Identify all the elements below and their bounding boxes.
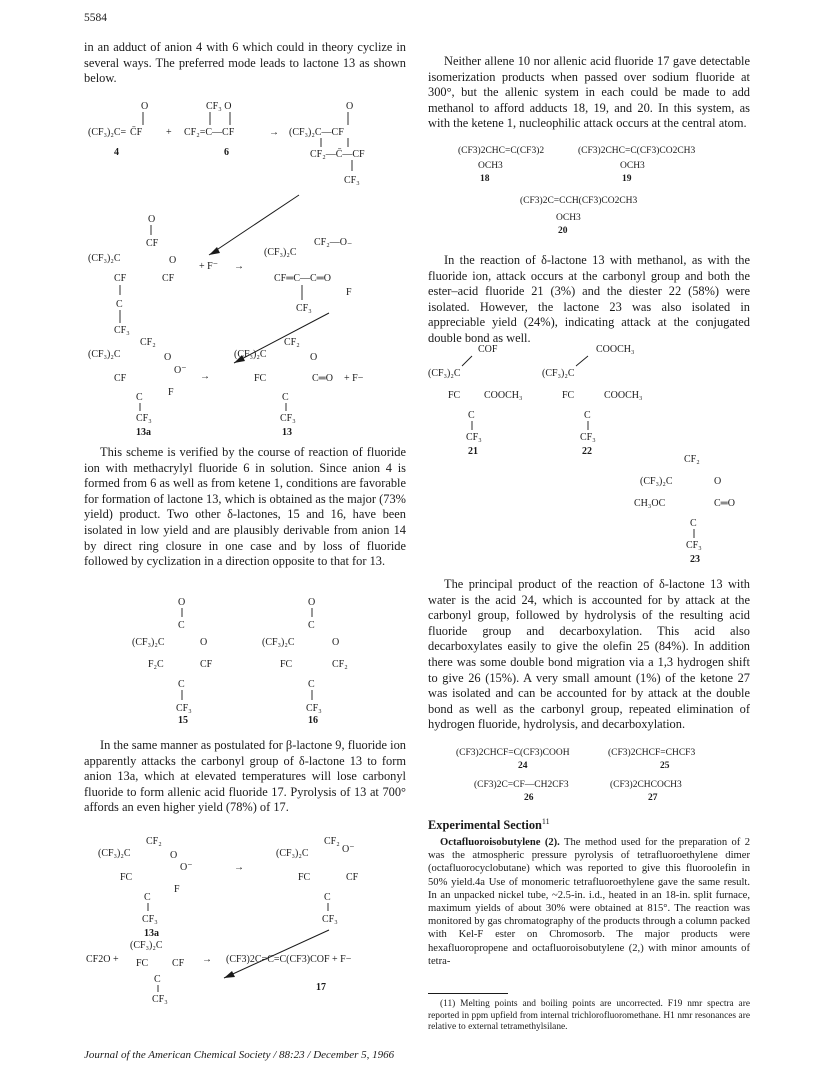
right-paragraph-1: Neither allene 10 nor allenic acid fluoride 17 gave detectable isomerization products when passed over sodium fluoride at 300°, but the allenic system in each could be made to add methanol to afford adducts 18, 19, and 20. In this system, as with the ketene 1, nucleophilic attack occurs at the central atom. xyxy=(428,54,750,131)
svg-text:C: C xyxy=(690,518,697,529)
label-18: 18 xyxy=(480,174,490,184)
svg-text:CF₃: CF₃ xyxy=(142,914,158,925)
svg-text:CF: CF xyxy=(200,659,213,670)
svg-text:C═O: C═O xyxy=(312,373,333,384)
svg-text:O⁻: O⁻ xyxy=(180,862,193,873)
svg-text:O: O xyxy=(141,101,149,112)
svg-text:O: O xyxy=(714,476,722,487)
formula-25: (CF3)2CHCF=CHCF3 xyxy=(608,748,696,758)
svg-text:CF: CF xyxy=(146,238,159,249)
svg-text:(CF₃)₂C: (CF₃)₂C xyxy=(98,848,131,859)
svg-text:CF: CF xyxy=(346,872,359,883)
svg-text:FC: FC xyxy=(562,390,575,401)
svg-text:(CF₃)₂C: (CF₃)₂C xyxy=(88,349,121,360)
svg-text:CF₂=C—CF: CF₂=C—CF xyxy=(184,127,235,138)
svg-text:CF₂—C̄—CF: CF₂—C̄—CF xyxy=(310,149,365,160)
svg-text:F: F xyxy=(168,387,174,398)
svg-text:(CF₃)₂C: (CF₃)₂C xyxy=(264,247,297,258)
label-27: 27 xyxy=(648,793,658,803)
svg-text:FC: FC xyxy=(136,958,149,969)
label-6: 6 xyxy=(224,147,229,158)
svg-text:→: → xyxy=(269,127,279,138)
formula-20-substituent: OCH3 xyxy=(556,213,581,223)
label-19: 19 xyxy=(622,174,632,184)
product-17-formula: (CF3)2C=C=C(CF3)COF + F− xyxy=(226,954,352,965)
label-13a-second: 13a xyxy=(144,928,159,939)
svg-text:C: C xyxy=(144,892,151,903)
formula-27: (CF3)2CHCOCH3 xyxy=(610,780,682,790)
label-15: 15 xyxy=(178,715,188,725)
svg-text:C: C xyxy=(154,974,161,985)
svg-text:CF₃: CF₃ xyxy=(152,994,168,1005)
lactones-15-16-structures xyxy=(120,595,380,725)
svg-text:FC: FC xyxy=(254,373,267,384)
svg-text:CF₃: CF₃ xyxy=(280,413,296,424)
page-number: 5584 xyxy=(84,12,107,24)
svg-text:O: O xyxy=(346,101,354,112)
svg-text:O⁻: O⁻ xyxy=(342,844,355,855)
svg-text:CF₂: CF₂ xyxy=(146,836,162,847)
svg-text:CF₃: CF₃ xyxy=(114,325,130,336)
svg-text:CF₃: CF₃ xyxy=(580,432,596,443)
svg-text:C: C xyxy=(178,679,185,690)
svg-text:CF: CF xyxy=(114,373,127,384)
svg-text:CH₃OC: CH₃OC xyxy=(634,498,666,509)
label-25: 25 xyxy=(660,761,670,771)
svg-text:(CF₃)₂C—CF: (CF₃)₂C—CF xyxy=(289,127,344,138)
svg-text:CF₃ O: CF₃ O xyxy=(206,101,232,112)
svg-text:CF₃: CF₃ xyxy=(686,540,702,551)
svg-text:COOCH₃: COOCH₃ xyxy=(484,390,523,401)
svg-text:CF: CF xyxy=(114,273,127,284)
svg-text:F: F xyxy=(346,287,352,298)
svg-text:FC: FC xyxy=(120,872,133,883)
svg-text:C: C xyxy=(136,392,143,403)
svg-text:(CF₃)₂C: (CF₃)₂C xyxy=(130,940,163,951)
formula-19-substituent: OCH3 xyxy=(620,161,645,171)
label-20: 20 xyxy=(558,226,568,236)
svg-text:→: → xyxy=(234,261,244,272)
experimental-body: The method used for the preparation of 2 was the atmospheric pressure pyrolysis of tetrafluoroethylene dimer (octafluorocyclobutane) which was reported to give this fluoroolefin in 50% yield.4a Use of monomeric tetrafluoroethylene gave the same result. In an unpacked nickel tube, ~2.5-in. i.d., heated in an 18-in. split furnace, maximum yields of about 30% were obtained at 815°. The reaction was monitored by gas chromatography of the products through a column packed with Kel-F ester on Chromosorb. The major products were hexafluoropropene and octafluoroisobutylene (2,) with minor amounts of tetra- xyxy=(428,837,751,967)
svg-text:CF₂: CF₂ xyxy=(284,337,300,348)
svg-text:CF₃: CF₃ xyxy=(306,703,322,714)
experimental-compound-title: Octafluoroisobutylene (2). xyxy=(440,837,560,848)
label-4: 4 xyxy=(114,147,119,158)
label-17: 17 xyxy=(316,982,326,993)
right-paragraph-3: The principal product of the reaction of δ-lactone 13 with water is the acid 24, which is accounted for by attack at the carbonyl group, followed by hydrolysis of the resulting acid fluoride group and decarboxylation. This acid also decarboxylates easily to give the olefin 25 (84%). In addition there was some double bond migration via a 1,3 hydrogen shift to give 26 (15%). A very small amount (1%) of the ketone 27 was isolated and can be accounted for by attack at the double bond as well as the carbonyl group, repeated elimination of hydrogen fluoride, hydrolysis, and decarboxylation. xyxy=(428,577,750,732)
formula-24: (CF3)2CHCF=C(CF3)COOH xyxy=(456,748,570,758)
svg-text:O: O xyxy=(169,255,177,266)
svg-text:C̄F: C̄F xyxy=(130,127,143,138)
svg-text:F: F xyxy=(174,884,180,895)
svg-text:FC: FC xyxy=(448,390,461,401)
label-22: 22 xyxy=(582,446,592,457)
svg-text:CF: CF xyxy=(172,958,185,969)
svg-text:C: C xyxy=(584,410,591,421)
svg-text:COF: COF xyxy=(478,344,498,355)
experimental-paragraph xyxy=(428,836,750,968)
label-23: 23 xyxy=(690,554,700,565)
svg-text:FC: FC xyxy=(298,872,311,883)
svg-text:O: O xyxy=(178,597,186,608)
left-paragraph-1: in an adduct of anion 4 with 6 which could in theory cyclize in several ways. The preferred mode leads to lactone 13 as shown below. xyxy=(84,40,406,86)
svg-text:C═O: C═O xyxy=(714,498,735,509)
svg-text:C: C xyxy=(282,392,289,403)
svg-text:CF₂: CF₂ xyxy=(332,659,348,670)
methanol-products-structures xyxy=(428,340,758,575)
left-paragraph-2: This scheme is verified by the course of reaction of fluoride ion with methacrylyl fluoride 6 in solution. Since anion 4 is formed from 6 as well as from ketene 1, conditions are favorable for formation of lactone 13, which is obtained as the major (73% yield) product. Two other δ-lactones, 15 and 16, have been isolated in low yield and are plausibly derivable from anion 14 by direct ring closure in one case and by loss of fluoride followed by cyclization in a direction opposite to that for 13. xyxy=(84,445,406,569)
svg-text:CF₃: CF₃ xyxy=(322,914,338,925)
formula-26: (CF3)2C=CF—CH2CF3 xyxy=(474,780,569,790)
label-24: 24 xyxy=(518,761,528,771)
svg-text:(CF₃)₂C=: (CF₃)₂C= xyxy=(88,127,127,138)
svg-text:(CF₃)₂C: (CF₃)₂C xyxy=(88,253,121,264)
journal-footer: Journal of the American Chemical Society / 88:23 / December 5, 1966 xyxy=(84,1049,395,1061)
svg-text:C: C xyxy=(178,620,185,631)
svg-text:+ F⁻: + F⁻ xyxy=(199,261,218,272)
svg-text:O: O xyxy=(148,214,156,225)
svg-text:(CF₃)₂C: (CF₃)₂C xyxy=(262,637,295,648)
svg-text:COOCH₃: COOCH₃ xyxy=(604,390,643,401)
svg-text:O: O xyxy=(308,597,316,608)
svg-text:(CF₃)₂C: (CF₃)₂C xyxy=(132,637,165,648)
label-13: 13 xyxy=(282,427,292,438)
fluoride-product: + F− xyxy=(344,373,364,384)
svg-text:CF₃: CF₃ xyxy=(296,303,312,314)
right-paragraph-2: In the reaction of δ-lactone 13 with methanol, as with the fluoride ion, attack occurs at the carbonyl group and both the ester–acid fluoride 21 (3%) and the diester 22 (58%) were isolated. However, the lactone 23 was also isolated in appreciable yield (24%), indicating attack at the conjugated double bond as well. xyxy=(428,253,750,345)
svg-text:(CF₃)₂C: (CF₃)₂C xyxy=(428,368,461,379)
svg-text:O⁻: O⁻ xyxy=(174,365,187,376)
svg-text:CF₂: CF₂ xyxy=(140,337,156,348)
svg-text:CF₃: CF₃ xyxy=(466,432,482,443)
svg-text:→: → xyxy=(200,371,210,382)
svg-text:(CF₃)₂C: (CF₃)₂C xyxy=(640,476,673,487)
svg-text:CF₂: CF₂ xyxy=(684,454,700,465)
label-16: 16 xyxy=(308,715,318,725)
formula-18-substituent: OCH3 xyxy=(478,161,503,171)
svg-text:CF₃: CF₃ xyxy=(344,175,360,186)
svg-text:C: C xyxy=(468,410,475,421)
reagent-cf2o: CF2O + xyxy=(86,954,119,965)
label-21: 21 xyxy=(468,446,478,457)
footnote-divider xyxy=(428,993,508,994)
footnote-11: (11) Melting points and boiling points are uncorrected. F19 nmr spectra are reported in ppm upfield from internal trichlorofluoromethane. H1 nmr resonances are relative to external tetramethylsilane. xyxy=(428,999,750,1033)
allenic-acid-fluoride-scheme xyxy=(84,830,414,1005)
svg-text:O: O xyxy=(170,850,178,861)
svg-text:O: O xyxy=(310,352,318,363)
formula-18: (CF3)2CHC=C(CF3)2 xyxy=(458,146,545,156)
svg-text:→: → xyxy=(234,862,244,873)
svg-text:+: + xyxy=(166,127,172,138)
svg-text:O: O xyxy=(332,637,340,648)
svg-text:(CF₃)₂C: (CF₃)₂C xyxy=(234,349,267,360)
svg-text:O: O xyxy=(164,352,172,363)
label-13a: 13a xyxy=(136,427,151,438)
svg-text:CF₃: CF₃ xyxy=(136,413,152,424)
svg-text:O: O xyxy=(200,637,208,648)
svg-text:C: C xyxy=(324,892,331,903)
lactone-formation-scheme xyxy=(84,95,414,440)
svg-text:(CF₃)₂C: (CF₃)₂C xyxy=(542,368,575,379)
experimental-section-heading: Experimental Section$^{11}$ xyxy=(428,817,550,833)
svg-text:CF₃: CF₃ xyxy=(176,703,192,714)
svg-text:FC: FC xyxy=(280,659,293,670)
svg-text:C: C xyxy=(116,299,123,310)
svg-text:CF═C—C═O: CF═C—C═O xyxy=(274,273,331,284)
svg-text:CF₂—O₋: CF₂—O₋ xyxy=(314,237,353,248)
formula-19: (CF3)2CHC=C(CF3)CO2CH3 xyxy=(578,146,696,156)
svg-text:C: C xyxy=(308,679,315,690)
svg-text:F₂C: F₂C xyxy=(148,659,164,670)
svg-text:→: → xyxy=(202,954,212,965)
formula-20: (CF3)2C=CCH(CF3)CO2CH3 xyxy=(520,196,638,206)
left-paragraph-3: In the same manner as postulated for β-lactone 9, fluoride ion apparently attacks the carbonyl group of δ-lactone 13 to form anion 13a, which at elevated temperatures will lose carbonyl fluoride to form allenic acid fluoride 17. Pyrolysis of 13 at 700° affords an even higher yield (78%) of 17. xyxy=(84,738,406,815)
svg-text:COOCH₃: COOCH₃ xyxy=(596,344,635,355)
svg-text:C: C xyxy=(308,620,315,631)
svg-text:(CF₃)₂C: (CF₃)₂C xyxy=(276,848,309,859)
svg-text:CF₂: CF₂ xyxy=(324,836,340,847)
label-26: 26 xyxy=(524,793,534,803)
svg-text:CF: CF xyxy=(162,273,175,284)
